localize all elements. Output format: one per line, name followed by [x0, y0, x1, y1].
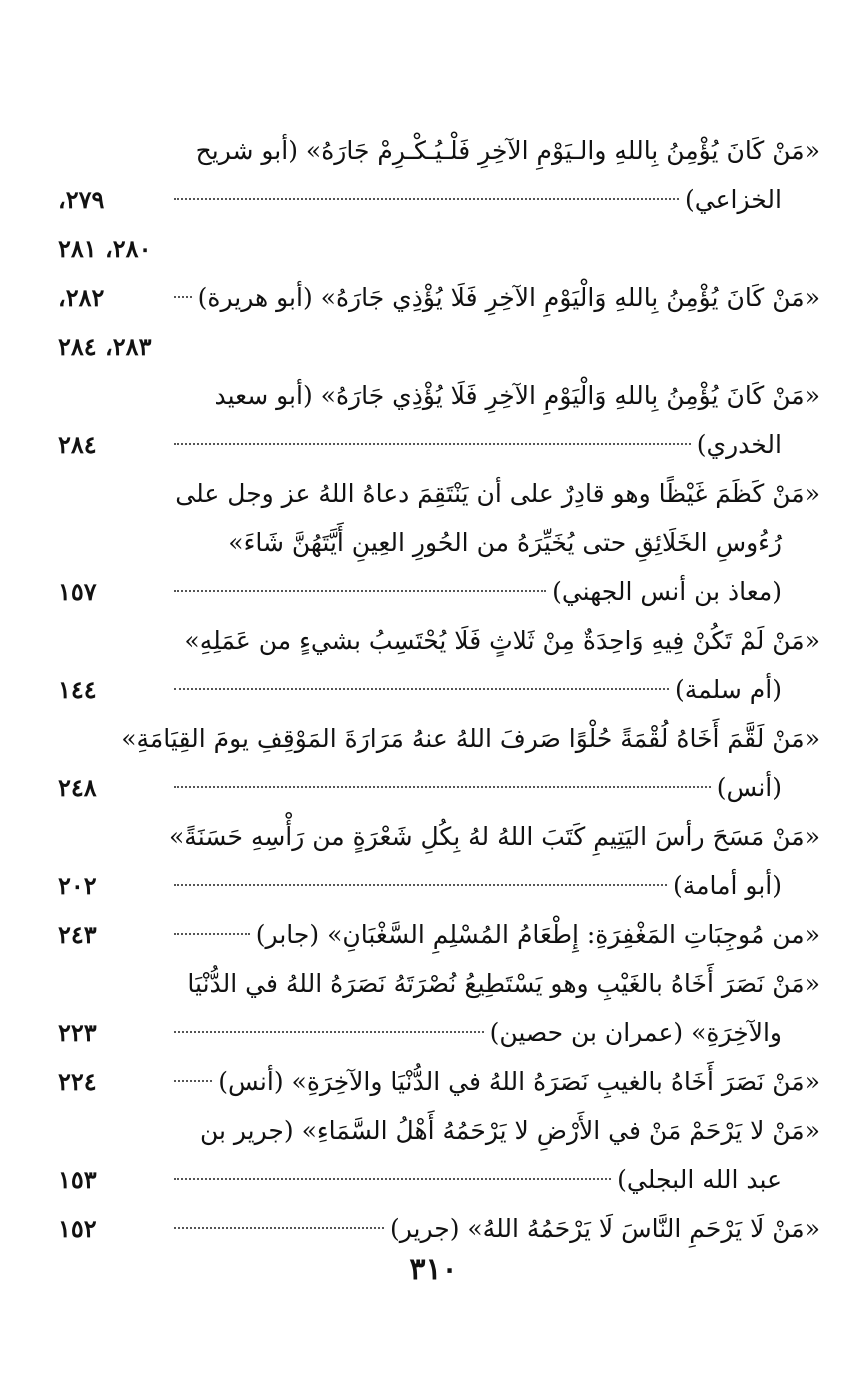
entry-text: «مَنْ مَسَحَ رأسَ اليَتِيمِ كَتَبَ اللهُ لهُ بِكُلِ شَعْرَةٍ من رَأْسِهِ حَسَنَةً» — [169, 822, 820, 851]
entry-text: «مَنْ نَصَرَ أَخَاهُ بالغَيْبِ وهو يَسْتَطِيعُ نُصْرَتَهُ نَصَرَهُ اللهُ في الدُّنْيَا — [187, 969, 820, 998]
entry-line — [58, 273, 820, 322]
entry-text: الخدري) — [696, 430, 782, 459]
page-numbers: ٢٨٠، ٢٨١ — [58, 234, 152, 263]
page-numbers-continued — [58, 224, 820, 273]
page-numbers: ١٥٧ — [58, 577, 97, 606]
index-entry — [58, 1106, 820, 1204]
dot-leader — [174, 1226, 384, 1229]
index-entry — [58, 812, 820, 910]
hadith-index-list — [58, 126, 820, 1253]
entry-line — [58, 861, 820, 910]
entry-line — [58, 126, 820, 175]
entry-text: «مَنْ لا يَرْحَمْ مَنْ في الأَرْضِ لا يَرْحَمُهُ أَهْلُ السَّمَاءِ» (جرير بن — [199, 1116, 820, 1145]
page-numbers: ٢٧٩، — [58, 185, 105, 214]
page-numbers: ١٥٢ — [58, 1214, 97, 1243]
entry-text: «مَنْ كَانَ يُؤْمِنُ بِاللهِ والـيَوْمِ الآخِرِ فَلْـيُـكْـرِمْ جَارَهُ» (أبو شريح — [195, 136, 820, 165]
dot-leader — [174, 883, 667, 886]
entry-line — [58, 665, 820, 714]
entry-text: «مَنْ كَانَ يُؤْمِنُ بِاللهِ وَالْيَوْمِ الآخِرِ فَلَا يُؤْذِي جَارَهُ» (أبو هريرة) — [197, 283, 820, 312]
entry-text: (معاذ بن أنس الجهني) — [552, 577, 782, 606]
page-numbers: ٢٠٢ — [58, 871, 97, 900]
dot-leader — [174, 687, 669, 690]
entry-text: «من مُوجِبَاتِ المَغْفِرَةِ: إِطْعَامُ المُسْلِمِ السَّغْبَانِ» (جابر) — [255, 920, 820, 949]
dot-leader — [174, 197, 679, 200]
entry-text: الخزاعي) — [685, 185, 782, 214]
entry-line — [58, 763, 820, 812]
dot-leader — [174, 1030, 484, 1033]
entry-line — [58, 812, 820, 861]
entry-line — [58, 518, 820, 567]
index-entry — [58, 910, 820, 959]
entry-text: والآخِرَةِ» (عمران بن حصين) — [489, 1018, 782, 1047]
index-entry — [58, 273, 820, 371]
entry-line — [58, 1204, 820, 1253]
entry-line — [58, 1008, 820, 1057]
entry-line — [58, 371, 820, 420]
entry-text: «مَنْ كَظَمَ غَيْظًا وهو قادِرٌ على أن يَنْتَقِمَ دعاهُ اللهُ عز وجل على — [175, 479, 820, 508]
page-number-footer: ٣١٠ — [409, 1252, 458, 1287]
entry-line — [58, 616, 820, 665]
page-numbers: ٢٤٣ — [58, 920, 97, 949]
dot-leader — [174, 785, 711, 788]
entry-text: «مَنْ كَانَ يُؤْمِنُ بِاللهِ وَالْيَوْمِ الآخِرِ فَلَا يُؤْذِي جَارَهُ» (أبو سعيد — [214, 381, 820, 410]
page-numbers-continued — [58, 322, 820, 371]
entry-line — [58, 714, 820, 763]
page-numbers: ٢٨٣، ٢٨٤ — [58, 332, 152, 361]
entry-text: رُءُوسِ الخَلَائِقِ حتى يُخَيِّرَهُ من الحُورِ العِينِ أَيَّتَهُنَّ شَاءَ» — [228, 528, 782, 557]
entry-line — [58, 175, 820, 224]
entry-text: (أنس) — [716, 773, 782, 802]
dot-leader — [174, 589, 546, 592]
index-entry — [58, 959, 820, 1057]
page-numbers: ٢٤٨ — [58, 773, 97, 802]
entry-line — [58, 1155, 820, 1204]
entry-text: «مَنْ لَمْ تَكُنْ فِيهِ وَاحِدَةٌ مِنْ ثَلاثٍ فَلَا يُحْتَسِبُ بشيءٍ من عَمَلِهِ» — [184, 626, 820, 655]
entry-line — [58, 420, 820, 469]
entry-line — [58, 910, 820, 959]
entry-line — [58, 1106, 820, 1155]
page-numbers: ٢٢٤ — [58, 1067, 97, 1096]
page-numbers: ٢٨٤ — [58, 430, 97, 459]
entry-line — [58, 567, 820, 616]
dot-leader — [174, 1177, 611, 1180]
entry-line — [58, 469, 820, 518]
page-numbers: ١٤٤ — [58, 675, 97, 704]
page-numbers: ٢٢٣ — [58, 1018, 97, 1047]
page-numbers: ٢٨٢، — [58, 283, 105, 312]
index-entry — [58, 1204, 820, 1253]
index-entry — [58, 126, 820, 273]
page-numbers: ١٥٣ — [58, 1165, 97, 1194]
entry-text: (أم سلمة) — [675, 675, 782, 704]
index-entry — [58, 1057, 820, 1106]
entry-text: عبد الله البجلي) — [617, 1165, 782, 1194]
index-entry — [58, 371, 820, 469]
index-entry — [58, 616, 820, 714]
entry-line — [58, 1057, 820, 1106]
entry-text: (أبو أمامة) — [672, 871, 782, 900]
dot-leader — [174, 442, 691, 445]
dot-leader — [174, 932, 250, 935]
index-entry — [58, 469, 820, 616]
index-entry — [58, 714, 820, 812]
dot-leader — [174, 295, 192, 298]
entry-line — [58, 959, 820, 1008]
entry-text: «مَنْ لَقَّمَ أَخَاهُ لُقْمَةً حُلْوًا صَرفَ اللهُ عنهُ مَرَارَةَ المَوْقِفِ يومَ القِيَامَةِ» — [121, 724, 820, 753]
entry-text: «مَنْ لَا يَرْحَمِ النَّاسَ لَا يَرْحَمُهُ اللهُ» (جرير) — [389, 1214, 820, 1243]
dot-leader — [174, 1079, 212, 1082]
entry-text: «مَنْ نَصَرَ أَخَاهُ بالغيبِ نَصَرَهُ اللهُ في الدُّنْيَا والآخِرَةِ» (أنس) — [218, 1067, 820, 1096]
